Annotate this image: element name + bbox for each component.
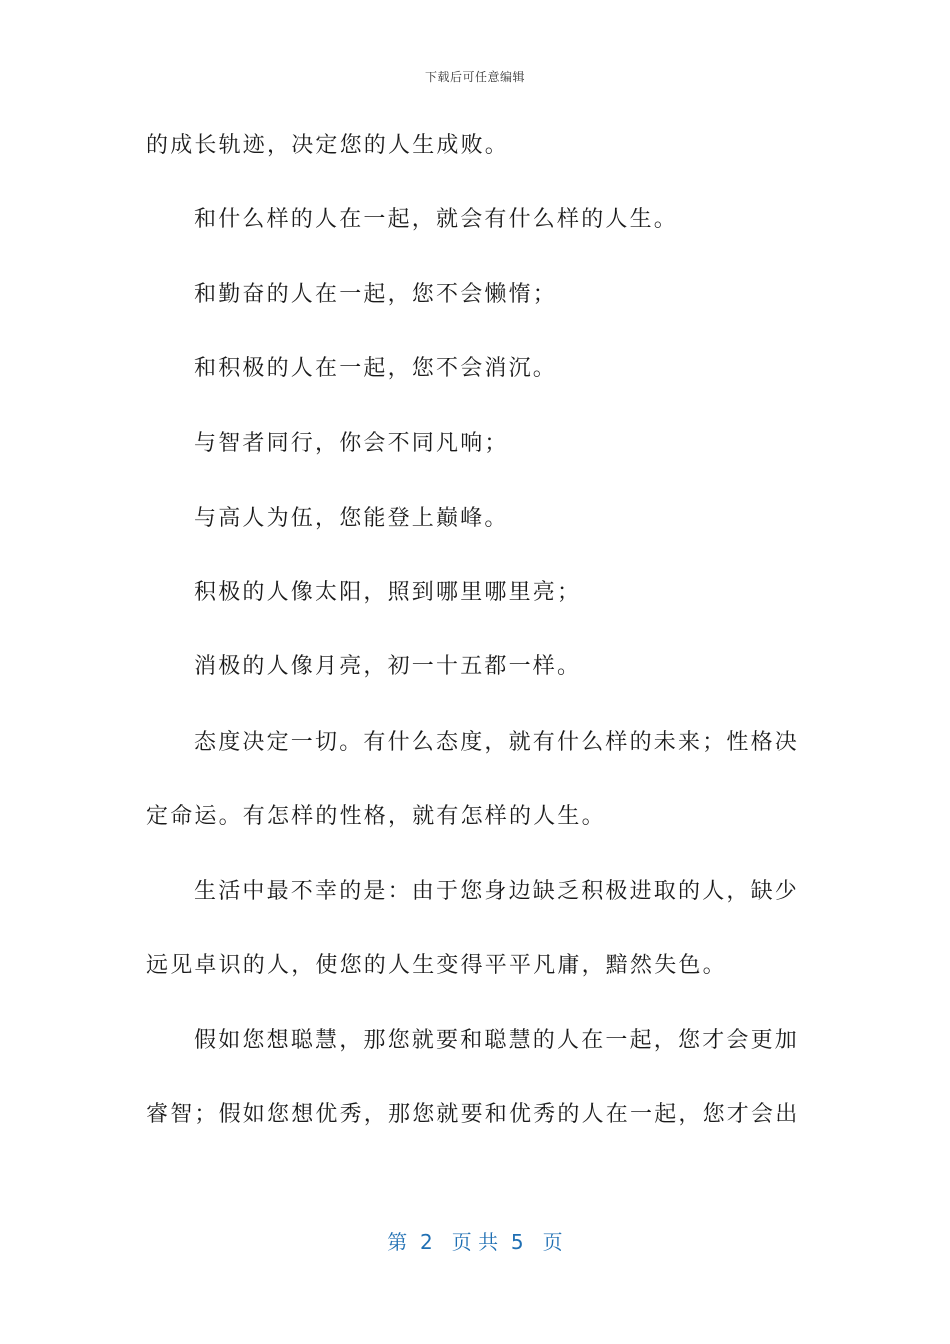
body-line-8: 消极的人像月亮，初一十五都一样。: [194, 654, 582, 679]
body-line-2: 和什么样的人在一起，就会有什么样的人生。: [194, 207, 679, 232]
body-line-6: 与高人为伍，您能登上巅峰。: [194, 506, 509, 531]
body-line-12: 远见卓识的人，使您的人生变得平平凡庸，黯然失色。: [146, 953, 727, 978]
body-line-11: 生活中最不幸的是：由于您身边缺乏积极进取的人，缺少: [194, 879, 800, 904]
body-line-9: 态度决定一切。有什么态度，就有什么样的未来；性格决: [194, 730, 800, 755]
page-number-footer: 第 2 页 共 5 页: [387, 1230, 563, 1254]
body-line-13: 假如您想聪慧，那您就要和聪慧的人在一起，您才会更加: [194, 1028, 800, 1053]
body-line-7: 积极的人像太阳，照到哪里哪里亮；: [194, 580, 582, 605]
body-line-14: 睿智；假如您想优秀，那您就要和优秀的人在一起，您才会出: [146, 1102, 800, 1127]
body-line-4: 和积极的人在一起，您不会消沉。: [194, 356, 558, 381]
page-header: 下载后可任意编辑: [424, 70, 525, 84]
body-line-5: 与智者同行，你会不同凡响；: [194, 431, 509, 456]
body-line-1: 的成长轨迹，决定您的人生成败。: [146, 133, 510, 158]
body-line-10: 定命运。有怎样的性格，就有怎样的人生。: [146, 804, 606, 829]
body-line-3: 和勤奋的人在一起，您不会懒惰；: [194, 282, 558, 307]
